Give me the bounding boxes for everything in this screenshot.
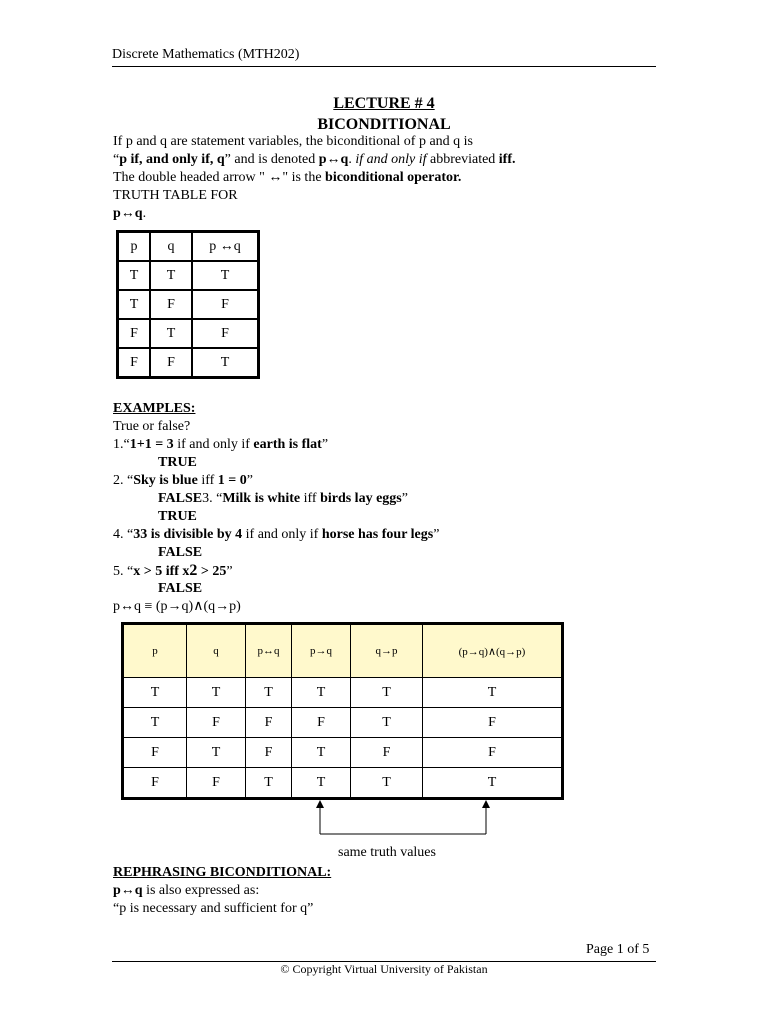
example-bold: 33 is divisible by 4 bbox=[133, 527, 243, 542]
intro-text: The double headed arrow " ↔" is the bbox=[113, 170, 326, 185]
example-bold: earth is flat bbox=[253, 437, 322, 452]
table-cell: T bbox=[118, 261, 151, 290]
example-text: iff bbox=[300, 491, 321, 506]
example-text: 2. “ bbox=[113, 473, 134, 488]
table-cell: T bbox=[292, 678, 351, 708]
arrow-up-icon bbox=[316, 800, 324, 808]
table-header-cell: q→p bbox=[351, 624, 423, 678]
table-cell: T bbox=[423, 768, 563, 799]
page-header: Discrete Mathematics (MTH202) bbox=[112, 47, 300, 62]
table-row bbox=[123, 768, 563, 799]
example-bold: x > 5 iff x bbox=[133, 564, 190, 579]
table-cell: T bbox=[292, 768, 351, 799]
table-cell: F bbox=[246, 708, 292, 738]
example-text: ” bbox=[246, 473, 253, 488]
example-text: ” bbox=[321, 437, 329, 452]
table-header-cell: q bbox=[150, 232, 192, 262]
answer: TRUE bbox=[158, 455, 197, 470]
table-cell: T bbox=[187, 738, 246, 768]
example-bold: Sky is blue bbox=[133, 473, 198, 488]
example-text: 3. “ bbox=[202, 491, 223, 506]
table-cell: T bbox=[246, 678, 292, 708]
answer: FALSE bbox=[158, 491, 203, 506]
example-bold: 1+1 = 3 bbox=[129, 437, 174, 452]
table-cell: T bbox=[150, 319, 192, 348]
table-header-row bbox=[123, 624, 563, 678]
table-cell: F bbox=[246, 738, 292, 768]
table-row bbox=[123, 708, 563, 738]
exponent: 2 bbox=[189, 562, 198, 579]
table-cell: T bbox=[192, 261, 259, 290]
answer: FALSE bbox=[158, 581, 203, 596]
table-row bbox=[118, 348, 259, 378]
answer-5 bbox=[113, 580, 661, 598]
table-header-cell: p bbox=[118, 232, 151, 262]
examples-prompt: True or false? bbox=[113, 419, 191, 434]
intro-line-3 bbox=[113, 169, 661, 187]
table-row bbox=[118, 261, 259, 290]
example-bold: horse has four legs bbox=[321, 527, 434, 542]
definition-phrase: p if, and only if, q bbox=[119, 152, 225, 167]
table-cell: F bbox=[423, 738, 563, 768]
example-1 bbox=[113, 436, 661, 454]
rephrasing-line-1 bbox=[113, 882, 661, 900]
table-row bbox=[118, 319, 259, 348]
period: . bbox=[142, 206, 147, 221]
iff-abbrev: iff. bbox=[498, 152, 516, 167]
arrow-up-icon bbox=[482, 800, 490, 808]
table-cell: F bbox=[123, 738, 187, 768]
table-cell: F bbox=[192, 319, 259, 348]
answer: FALSE bbox=[158, 545, 203, 560]
table-cell: F bbox=[123, 768, 187, 799]
topic-title: BICONDITIONAL bbox=[317, 116, 451, 133]
example-text: iff bbox=[197, 473, 218, 488]
rephrasing-section bbox=[113, 864, 661, 918]
table-cell: T bbox=[351, 768, 423, 799]
rephrasing-text: is also expressed as: bbox=[142, 883, 260, 898]
formula: p↔q bbox=[113, 883, 143, 898]
table-row bbox=[118, 290, 259, 319]
answer-1 bbox=[113, 454, 661, 472]
title-block bbox=[112, 93, 656, 135]
table-header-cell: p↔q bbox=[246, 624, 292, 678]
example-text: if and only if bbox=[173, 437, 254, 452]
table-cell: F bbox=[118, 319, 151, 348]
example-text: ” bbox=[226, 564, 233, 579]
truth-table-biconditional bbox=[116, 230, 260, 379]
table-cell: F bbox=[118, 348, 151, 378]
example-bold: 1 = 0 bbox=[217, 473, 247, 488]
answer-2-example-3 bbox=[113, 490, 661, 508]
table-header-row bbox=[118, 232, 259, 262]
table-cell: T bbox=[351, 708, 423, 738]
rephrasing-heading: REPHRASING BICONDITIONAL: bbox=[113, 865, 332, 880]
formula: p↔q bbox=[113, 206, 143, 221]
table-header-cell: (p→q)∧(q→p) bbox=[423, 624, 563, 678]
example-5 bbox=[113, 562, 661, 580]
example-2 bbox=[113, 472, 661, 490]
example-text: ” bbox=[401, 491, 408, 506]
iff-phrase: if and only if bbox=[355, 152, 427, 167]
page-number: Page 1 of 5 bbox=[586, 942, 650, 957]
intro-line-1: If p and q are statement variables, the biconditional of p and q is bbox=[113, 134, 474, 149]
examples-section bbox=[113, 400, 661, 616]
table-header-cell: p→q bbox=[292, 624, 351, 678]
quote-open: “ bbox=[113, 152, 120, 167]
table-cell: F bbox=[192, 290, 259, 319]
table-cell: F bbox=[351, 738, 423, 768]
example-text: if and only if bbox=[242, 527, 322, 542]
truth-table-label-formula bbox=[113, 205, 661, 223]
rephrasing-line-2: “p is necessary and sufficient for q” bbox=[113, 901, 314, 916]
table-cell: T bbox=[192, 348, 259, 378]
answer: TRUE bbox=[158, 509, 197, 524]
intro-text: ” and is denoted bbox=[224, 152, 319, 167]
equivalence-formula: p↔q ≡ (p→q)∧(q→p) bbox=[113, 599, 241, 614]
table-cell: F bbox=[150, 290, 192, 319]
example-text: 5. “ bbox=[113, 564, 134, 579]
truth-table-label: TRUTH TABLE FOR bbox=[113, 188, 238, 203]
biconditional-symbol: p↔q bbox=[318, 152, 349, 167]
same-values-connector bbox=[300, 798, 500, 838]
example-bold: birds lay eggs bbox=[320, 491, 402, 506]
example-text: 1.“ bbox=[113, 437, 130, 452]
header-rule bbox=[112, 66, 656, 67]
table-header-cell: q bbox=[187, 624, 246, 678]
table-cell: T bbox=[123, 708, 187, 738]
copyright: © Copyright Virtual University of Pakistan bbox=[280, 962, 488, 976]
operator-name: biconditional operator. bbox=[325, 170, 462, 185]
table-cell: T bbox=[423, 678, 563, 708]
answer-3 bbox=[113, 508, 661, 526]
intro-text: . bbox=[348, 152, 356, 167]
table-cell: T bbox=[246, 768, 292, 799]
table-cell: F bbox=[423, 708, 563, 738]
table-header-cell: p bbox=[123, 624, 187, 678]
table-cell: F bbox=[187, 708, 246, 738]
table-cell: F bbox=[187, 768, 246, 799]
table-cell: F bbox=[150, 348, 192, 378]
table-cell: T bbox=[123, 678, 187, 708]
table-row bbox=[123, 678, 563, 708]
table-header-cell: p ↔q bbox=[192, 232, 259, 262]
example-4 bbox=[113, 526, 661, 544]
same-values-caption: same truth values bbox=[338, 845, 436, 860]
table-cell: F bbox=[292, 708, 351, 738]
table-cell: T bbox=[187, 678, 246, 708]
answer-4 bbox=[113, 544, 661, 562]
lecture-title: LECTURE # 4 bbox=[333, 95, 435, 112]
intro-line-2 bbox=[113, 151, 661, 169]
example-text: ” bbox=[433, 527, 440, 542]
example-bold: > 25 bbox=[197, 564, 227, 579]
table-cell: T bbox=[292, 738, 351, 768]
truth-table-equivalence bbox=[121, 622, 564, 800]
table-cell: T bbox=[118, 290, 151, 319]
example-text: 4. “ bbox=[113, 527, 134, 542]
table-cell: T bbox=[150, 261, 192, 290]
table-row bbox=[123, 738, 563, 768]
examples-heading: EXAMPLES: bbox=[113, 401, 196, 416]
intro-text: abbreviated bbox=[426, 152, 499, 167]
intro-section bbox=[113, 133, 661, 223]
example-bold: Milk is white bbox=[222, 491, 301, 506]
table-cell: T bbox=[351, 678, 423, 708]
